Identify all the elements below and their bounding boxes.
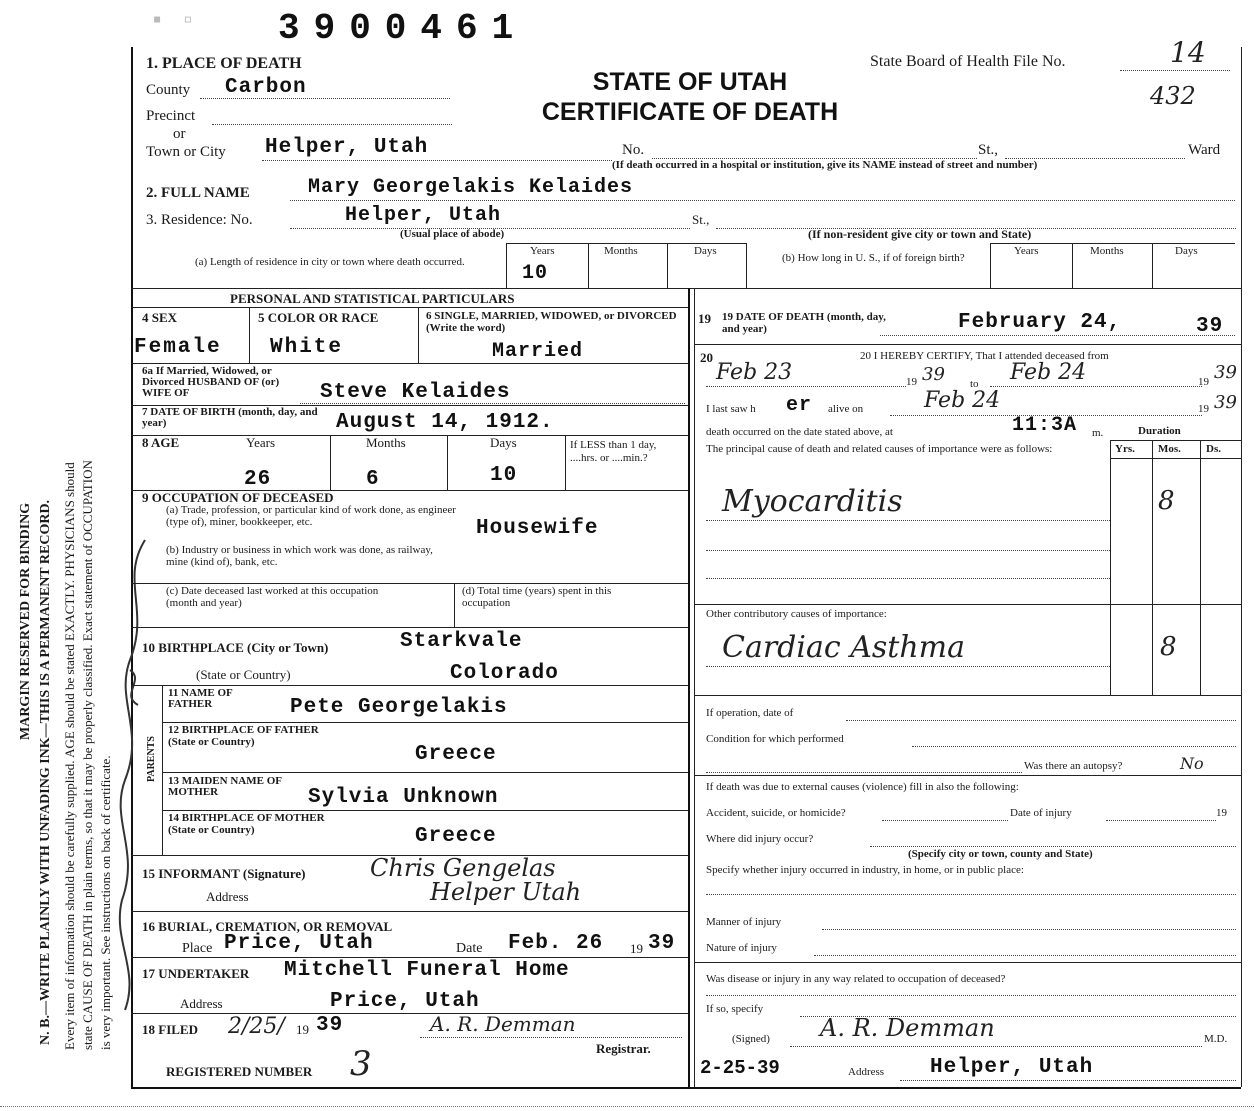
town-label: Town or City [146, 144, 226, 160]
contributory-cause-months: 8 [1160, 632, 1177, 662]
margin-instruction-2: state CAUSE OF DEATH in plain terms, so that it may be properly classified. Exact statement of OCCUPATION [80, 460, 95, 1050]
father-value: Pete Georgelakis [290, 696, 508, 719]
frame-right [1241, 47, 1242, 1087]
father-birthplace-value: Greece [415, 743, 497, 766]
last-year-prefix: 19 [1198, 403, 1209, 415]
yrs-label: Yrs. [1115, 443, 1135, 455]
principal-cause-label: The principal cause of death and related causes of importance were as follows: [706, 443, 1053, 455]
age-label: 8 AGE [142, 435, 180, 450]
undertaker-value: Mitchell Funeral Home [284, 959, 570, 982]
birthplace-state: Colorado [450, 662, 559, 685]
spouse-label: 6a If Married, Widowed, or Divorced HUSBAND OF (or) WIFE OF [142, 365, 280, 399]
specify-place-note: (Specify city or town, county and State) [908, 848, 1093, 860]
autopsy-value: No [1180, 754, 1204, 773]
county-label: County [146, 82, 191, 98]
age-years-value: 26 [244, 468, 272, 491]
res-years-label: Years [530, 245, 555, 257]
burial-date-label: Date [456, 941, 483, 956]
age-years-label: Years [246, 435, 276, 450]
dod-label: 19 DATE OF DEATH (month, day, and year) [722, 311, 886, 335]
spouse-value: Steve Kelaides [320, 381, 511, 404]
attended-to: Feb 24 [1010, 360, 1087, 385]
dod-year: 39 [1196, 315, 1224, 338]
residence-value: Helper, Utah [345, 204, 502, 227]
attended-from: Feb 23 [716, 360, 793, 385]
age-days-label: Days [490, 435, 517, 450]
principal-cause-months: 8 [1158, 486, 1175, 516]
ds-label: Ds. [1206, 443, 1221, 455]
physician-signature: A. R. Demman [820, 1014, 995, 1042]
registered-number: 3 [350, 1044, 372, 1084]
st-label: St., [978, 142, 999, 158]
marital-value: Married [492, 340, 584, 363]
file-no-label: State Board of Health File No. [870, 53, 1066, 70]
informant-address: Helper Utah [430, 878, 582, 906]
death-time-m: m. [1092, 427, 1104, 439]
us-length-label: (b) How long in U. S., if of foreign birth? [782, 252, 965, 264]
undertaker-label: 17 UNDERTAKER [142, 966, 250, 981]
injury-date-label: Date of injury [1010, 807, 1072, 819]
state-title: STATE OF UTAH [592, 68, 788, 96]
last-saw-label: I last saw h [706, 403, 756, 415]
father-label: 11 NAME OF FATHER [168, 687, 233, 710]
res-days-label: Days [694, 245, 717, 257]
mother-birthplace-label: 14 BIRTHPLACE OF MOTHER (State or Country) [168, 812, 325, 836]
father-birthplace-label: 12 BIRTHPLACE OF FATHER (State or Country) [168, 724, 319, 748]
from-year: 39 [922, 364, 945, 385]
residence-st-label: St., [692, 212, 710, 227]
filed-year-prefix: 19 [296, 1022, 309, 1037]
registrar-signature: A. R. Demman [430, 1012, 576, 1036]
dob-value: August 14, 1912. [336, 411, 554, 434]
column-divider [688, 288, 690, 1087]
place-heading: 1. PLACE OF DEATH [146, 55, 302, 72]
injury-year-prefix: 19 [1216, 807, 1227, 819]
county-value: Carbon [225, 76, 307, 99]
margin-instruction-3: is very important. See instructions on back of certificate. [98, 755, 113, 1050]
burial-year-prefix: 19 [630, 941, 643, 956]
occupation-a-label: (a) Trade, profession, or particular kind of work done, as engineer (type of), miner, bookkeeper, etc. [166, 504, 456, 528]
filed-label: 18 FILED [142, 1022, 198, 1037]
town-value: Helper, Utah [265, 136, 429, 159]
occupation-heading: 9 OCCUPATION OF DECEASED [142, 490, 334, 505]
sign-date: 2-25-39 [700, 1057, 780, 1079]
dod-label-num: 19 [698, 311, 711, 326]
bottom-edge [0, 1106, 1254, 1107]
precinct-label: Precinct [146, 108, 196, 124]
informant-label: 15 INFORMANT (Signature) [142, 866, 306, 881]
mos-label: Mos. [1158, 443, 1181, 455]
burial-label: 16 BURIAL, CREMATION, OR REMOVAL [142, 919, 393, 934]
full-name-value: Mary Georgelakis Kelaides [308, 176, 634, 199]
where-injury-label: Where did injury occur? [706, 833, 814, 845]
occupation-related-label: Was disease or injury in any way related to occupation of deceased? [706, 973, 1006, 985]
birthplace-city: Starkvale [400, 630, 523, 653]
to-year: 39 [1214, 362, 1237, 383]
physician-address-label: Address [848, 1066, 885, 1078]
color-value: White [270, 336, 344, 359]
age-less-label: If LESS than 1 day, ....hrs. or ....min.? [570, 439, 657, 464]
age-months-label: Months [366, 435, 406, 450]
accident-label: Accident, suicide, or homicide? [706, 807, 846, 819]
manner-label: Manner of injury [706, 916, 782, 928]
parents-label: PARENTS [146, 736, 157, 782]
registered-number-label: REGISTERED NUMBER [166, 1064, 313, 1079]
operation-label: If operation, date of [706, 707, 794, 719]
residence-label: 3. Residence: No. [146, 212, 253, 228]
age-days-value: 10 [490, 464, 518, 487]
or-label: or [173, 126, 186, 142]
occupation-c-label: (c) Date deceased last worked at this occupation (month and year) [166, 585, 379, 609]
industry-label: Specify whether injury occurred in industry, in home, or in public place: [706, 864, 1024, 876]
frame-bottom [131, 1087, 1241, 1089]
color-label: 5 COLOR OR RACE [258, 310, 379, 325]
from-year-prefix: 19 [906, 376, 917, 388]
nature-label: Nature of injury [706, 942, 777, 954]
to-label: to [970, 378, 979, 390]
autopsy-label: Was there an autopsy? [1024, 760, 1123, 772]
file-no: 14 [1170, 36, 1206, 69]
principal-cause-value: Myocarditis [722, 484, 903, 519]
to-year-prefix: 19 [1198, 376, 1209, 388]
nonresident-note: (If non-resident give city or town and State) [808, 227, 1032, 241]
external-causes-label: If death was due to external causes (violence) fill in also the following: [706, 781, 1019, 793]
usual-abode-note: (Usual place of abode) [400, 228, 505, 240]
serial-number: 3900461 [278, 8, 528, 49]
condition-label: Condition for which performed [706, 733, 844, 745]
if-so-label: If so, specify [706, 1003, 764, 1015]
sex-value: Female [134, 336, 222, 359]
contributory-label: Other contributory causes of importance: [706, 608, 887, 620]
personal-section-title: PERSONAL AND STATISTICAL PARTICULARS [230, 291, 515, 306]
file-no-secondary: 432 [1150, 82, 1196, 110]
filed-year: 39 [316, 1014, 344, 1037]
duration-label: Duration [1138, 425, 1181, 437]
md-label: M.D. [1204, 1033, 1228, 1045]
margin-binding-note: MARGIN RESERVED FOR BINDING [18, 502, 33, 740]
contributory-cause-value: Cardiac Asthma [722, 630, 965, 665]
physician-address: Helper, Utah [930, 1056, 1094, 1079]
occupation-value: Housewife [476, 517, 599, 540]
undertaker-address-label: Address [180, 996, 223, 1011]
mother-value: Sylvia Unknown [308, 786, 499, 809]
full-name-label: 2. FULL NAME [146, 185, 250, 201]
birthplace-label: 10 BIRTHPLACE (City or Town) [142, 640, 329, 655]
margin-instruction-1: Every item of information should be carefully supplied. AGE should be stated EXACTLY. PHYSICIANS should [62, 462, 77, 1050]
occupation-b-label: (b) Industry or business in which work was done, as railway, mine (kind of), bank, etc. [166, 544, 433, 568]
certificate-title: CERTIFICATE OF DEATH [541, 98, 839, 126]
us-months-label: Months [1090, 245, 1124, 257]
signed-label: (Signed) [732, 1033, 770, 1045]
cert-label-num: 20 [700, 350, 713, 365]
death-time-label: death occurred on the date stated above, at [706, 426, 893, 438]
last-year: 39 [1214, 392, 1237, 413]
mother-birthplace-value: Greece [415, 825, 497, 848]
res-years-value: 10 [522, 262, 549, 285]
serial-faded-prefix: ▪ ▫ [150, 8, 197, 35]
alive-on-label: alive on [828, 403, 864, 415]
burial-place-value: Price, Utah [224, 932, 374, 955]
registrar-label: Registrar. [596, 1041, 651, 1056]
mother-label: 13 MAIDEN NAME OF MOTHER [168, 775, 282, 798]
last-saw-pronoun: er [786, 394, 813, 417]
birthplace-state-label: (State or Country) [196, 667, 291, 682]
age-months-value: 6 [366, 468, 380, 491]
burial-place-label: Place [182, 941, 213, 956]
filed-date: 2/25/ [228, 1014, 285, 1039]
no-label: No. [622, 142, 645, 158]
dod-value: February 24, [958, 311, 1122, 334]
marital-label: 6 SINGLE, MARRIED, WIDOWED, or DIVORCED (Write the word) [426, 310, 677, 334]
informant-address-label: Address [206, 889, 249, 904]
burial-date-value: Feb. 26 [508, 932, 604, 955]
certify-label: 20 I HEREBY CERTIFY, That I attended deceased from [860, 350, 1109, 362]
last-saw-date: Feb 24 [924, 388, 1001, 413]
ward-label: Ward [1188, 142, 1221, 158]
us-days-label: Days [1175, 245, 1198, 257]
margin-ink-note: N. B.—WRITE PLAINLY WITH UNFADING INK—THIS IS A PERMANENT RECORD. [38, 499, 53, 1045]
sex-label: 4 SEX [142, 310, 178, 325]
undertaker-address: Price, Utah [330, 990, 480, 1013]
occupation-d-label: (d) Total time (years) spent in this occupation [462, 585, 612, 609]
us-years-label: Years [1014, 245, 1039, 257]
dob-label: 7 DATE OF BIRTH (month, day, and year) [142, 406, 318, 429]
residence-length-label: (a) Length of residence in city or town where death occurred. [195, 256, 465, 268]
death-time: 11:3A [1012, 414, 1078, 437]
hospital-note: (If death occurred in a hospital or institution, give its NAME instead of street and number) [612, 159, 1038, 171]
informant-signature: Chris Gengelas [370, 854, 556, 882]
res-months-label: Months [604, 245, 638, 257]
burial-year: 39 [648, 932, 676, 955]
